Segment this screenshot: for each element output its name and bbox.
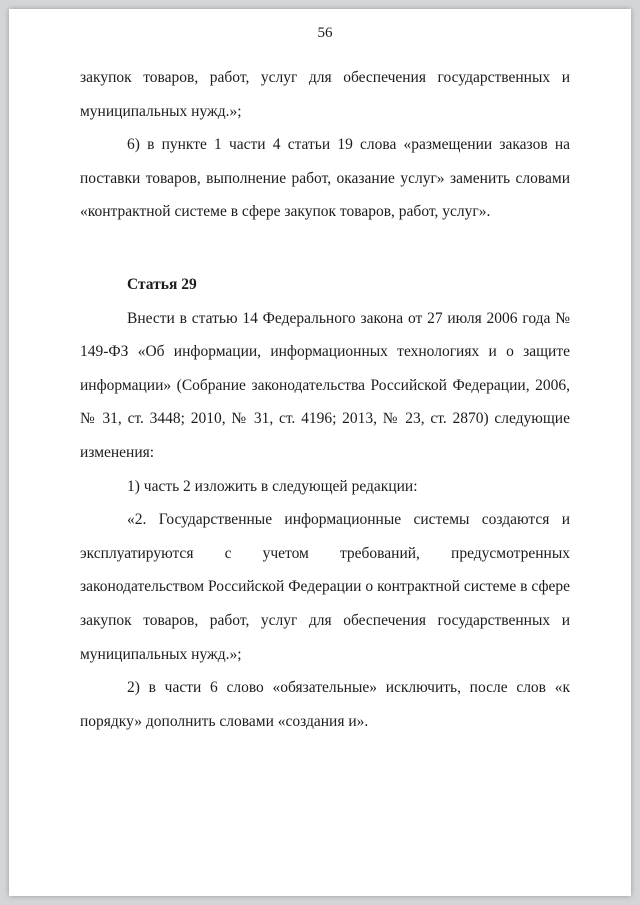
article-heading: Статья 29: [127, 275, 197, 293]
paragraph: «2. Государственные информационные системы создаются и эксплуатируются с учетом требований, предусмотренных законодательством Российской Федерации о контрактной системе в сфере закупок товаров, работ, услуг для обеспечения государственных и муниципальных нужд.»;: [80, 511, 570, 663]
document-body: [80, 61, 570, 738]
page-number: 56: [317, 25, 333, 41]
paragraph: закупок товаров, работ, услуг для обеспечения государственных и муниципальных нужд.»;: [80, 69, 570, 120]
paragraph: 1) часть 2 изложить в следующей редакции:: [127, 477, 418, 495]
paragraph: Внести в статью 14 Федерального закона от 27 июля 2006 года № 149-ФЗ «Об информации, информационных технологиях и о защите информации» (Собрание законодательства Российской Федерации, 2006, № 31, ст. 3448; 2010, № 31, ст. 4196; 2013, № 23, ст. 2870) следующие изменения:: [80, 309, 570, 461]
document-page: [9, 9, 631, 896]
paragraph: 2) в части 6 слово «обязательные» исключить, после слов «к порядку» дополнить словами «создания и».: [80, 679, 570, 730]
paragraph: 6) в пункте 1 части 4 статьи 19 слова «размещении заказов на поставки товаров, выполнение работ, оказание услуг» заменить словами «контрактной системе в сфере закупок товаров, работ, услуг».: [80, 136, 570, 221]
